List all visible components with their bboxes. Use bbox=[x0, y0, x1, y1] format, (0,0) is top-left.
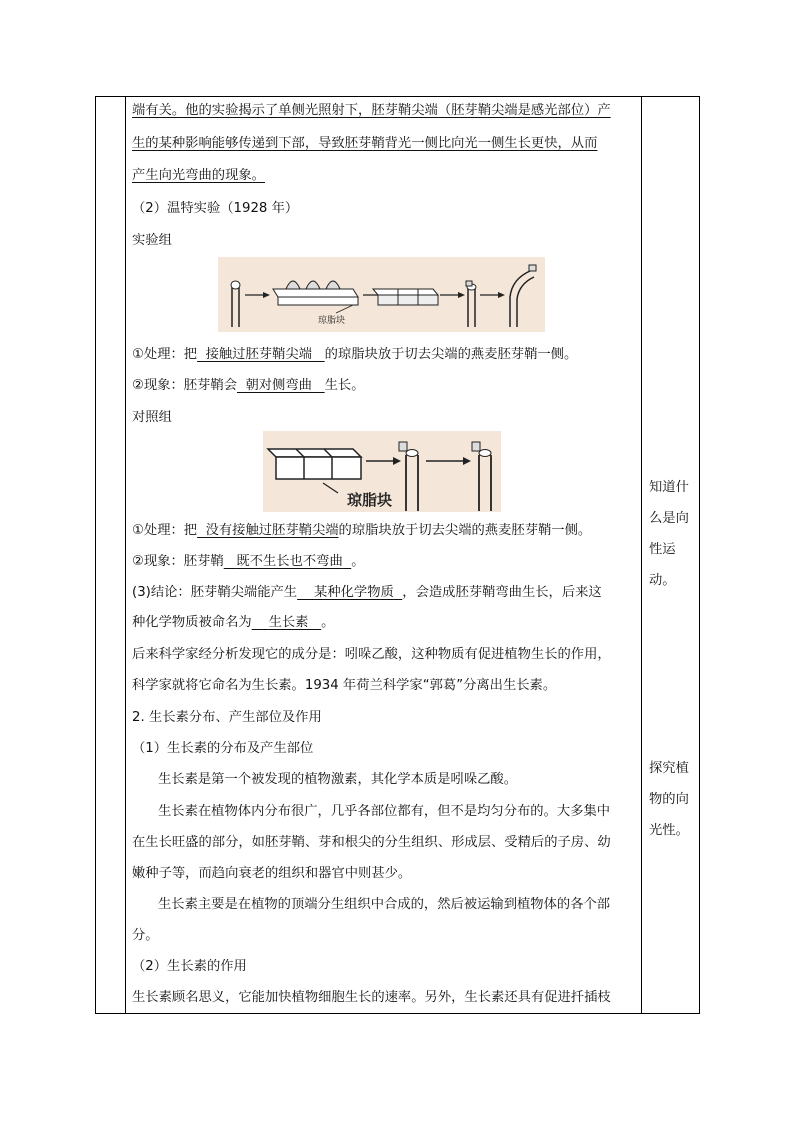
goal-text: 光性。 bbox=[649, 823, 689, 838]
control-agar-label: 琼脂块 bbox=[347, 491, 393, 509]
group-label: 对照组 bbox=[132, 410, 172, 425]
group-label: 实验组 bbox=[132, 233, 172, 248]
subsection-heading: （1）生长素的分布及产生部位 bbox=[132, 741, 314, 756]
answer-blank: 接触过胚芽鞘尖端 bbox=[205, 347, 312, 362]
control-illustration bbox=[263, 431, 501, 512]
table-border-right bbox=[699, 97, 700, 1013]
goal-text: 物的向 bbox=[649, 792, 689, 807]
text-line: 生长素顾名思义，它能加快植物细胞生长的速率。另外，生长素还具有促进扦插枝 bbox=[132, 990, 611, 1005]
experiment-figure bbox=[218, 257, 545, 332]
goal-text: 探究植 bbox=[649, 761, 689, 776]
text-line: 在生长旺盛的部分，如胚芽鞘、芽和根尖的分生组织、形成层、受精后的子房、幼 bbox=[132, 835, 611, 850]
answer-blank: 既不生长也不弯曲 bbox=[236, 554, 343, 569]
text-line: 生长素主要是在植物的顶端分生组织中合成的，然后被运输到植物体的各个部 bbox=[158, 897, 611, 912]
answer-blank: 没有接触过胚芽鞘尖端 bbox=[205, 523, 339, 538]
text-line: 生长素在植物体内分布很广，几乎各部位都有，但不是均匀分布的。大多集中 bbox=[158, 804, 611, 819]
text-line: 科学家就将它命名为生长素。1934 年荷兰科学家“郭葛”分离出生长素。 bbox=[132, 678, 557, 693]
text-line: 产生向光弯曲的现象。 bbox=[132, 168, 265, 183]
table-divider-2 bbox=[641, 97, 642, 1013]
text-line: 分。 bbox=[132, 928, 159, 943]
answer-blank: 某种化学物质 bbox=[314, 585, 394, 600]
conclusion-cont: 种化学物质被命名为 生长素 。 bbox=[132, 615, 335, 630]
ctrl-treatment: ①处理：把 没有接触过胚芽鞘尖端的琼脂块放于切去尖端的燕麦胚芽鞘一侧。 bbox=[132, 523, 592, 538]
text-line: 嫩种子等，而趋向衰老的组织和器官中则甚少。 bbox=[132, 866, 412, 881]
text-line: 生长素是第一个被发现的植物激素，其化学本质是吲哚乙酸。 bbox=[158, 772, 518, 787]
agar-label: 琼脂块 bbox=[318, 316, 346, 326]
section-heading: 2. 生长素分布、产生部位及作用 bbox=[132, 710, 322, 725]
goal-text: 性运 bbox=[649, 542, 676, 557]
control-figure bbox=[263, 431, 501, 512]
subsection-heading: （2）生长素的作用 bbox=[132, 959, 247, 974]
exp-treatment: ①处理：把 接触过胚芽鞘尖端 的琼脂块放于切去尖端的燕麦胚芽鞘一侧。 bbox=[132, 347, 578, 362]
table-border-left bbox=[95, 97, 96, 1013]
goal-text: 么是向 bbox=[649, 511, 689, 526]
lesson-table bbox=[95, 96, 700, 1014]
experiment-illustration bbox=[218, 257, 545, 332]
answer-blank: 朝对侧弯曲 bbox=[245, 378, 312, 393]
goal-text: 知道什 bbox=[649, 480, 689, 495]
text-line: 端有关。他的实验揭示了单侧光照射下，胚芽鞘尖端（胚芽鞘尖端是感光部位）产 bbox=[132, 103, 611, 118]
exp-phenomenon: ②现象：胚芽鞘会 朝对侧弯曲 生长。 bbox=[132, 378, 365, 393]
section-heading: （2）温特实验（1928 年） bbox=[132, 201, 299, 216]
conclusion: (3)结论：胚芽鞘尖端能产生 某种化学物质 ，会造成胚芽鞘弯曲生长，后来这 bbox=[132, 585, 602, 600]
goal-text: 动。 bbox=[649, 573, 676, 588]
ctrl-phenomenon: ②现象：胚芽鞘 既不生长也不弯曲 。 bbox=[132, 554, 365, 569]
table-divider-1 bbox=[125, 97, 126, 1013]
answer-blank: 生长素 bbox=[268, 615, 309, 630]
text-line: 生的某种影响能够传递到下部，导致胚芽鞘背光一侧比向光一侧生长更快，从而 bbox=[132, 136, 598, 151]
text-line: 后来科学家经分析发现它的成分是：吲哚乙酸，这种物质有促进植物生长的作用， bbox=[132, 647, 611, 662]
